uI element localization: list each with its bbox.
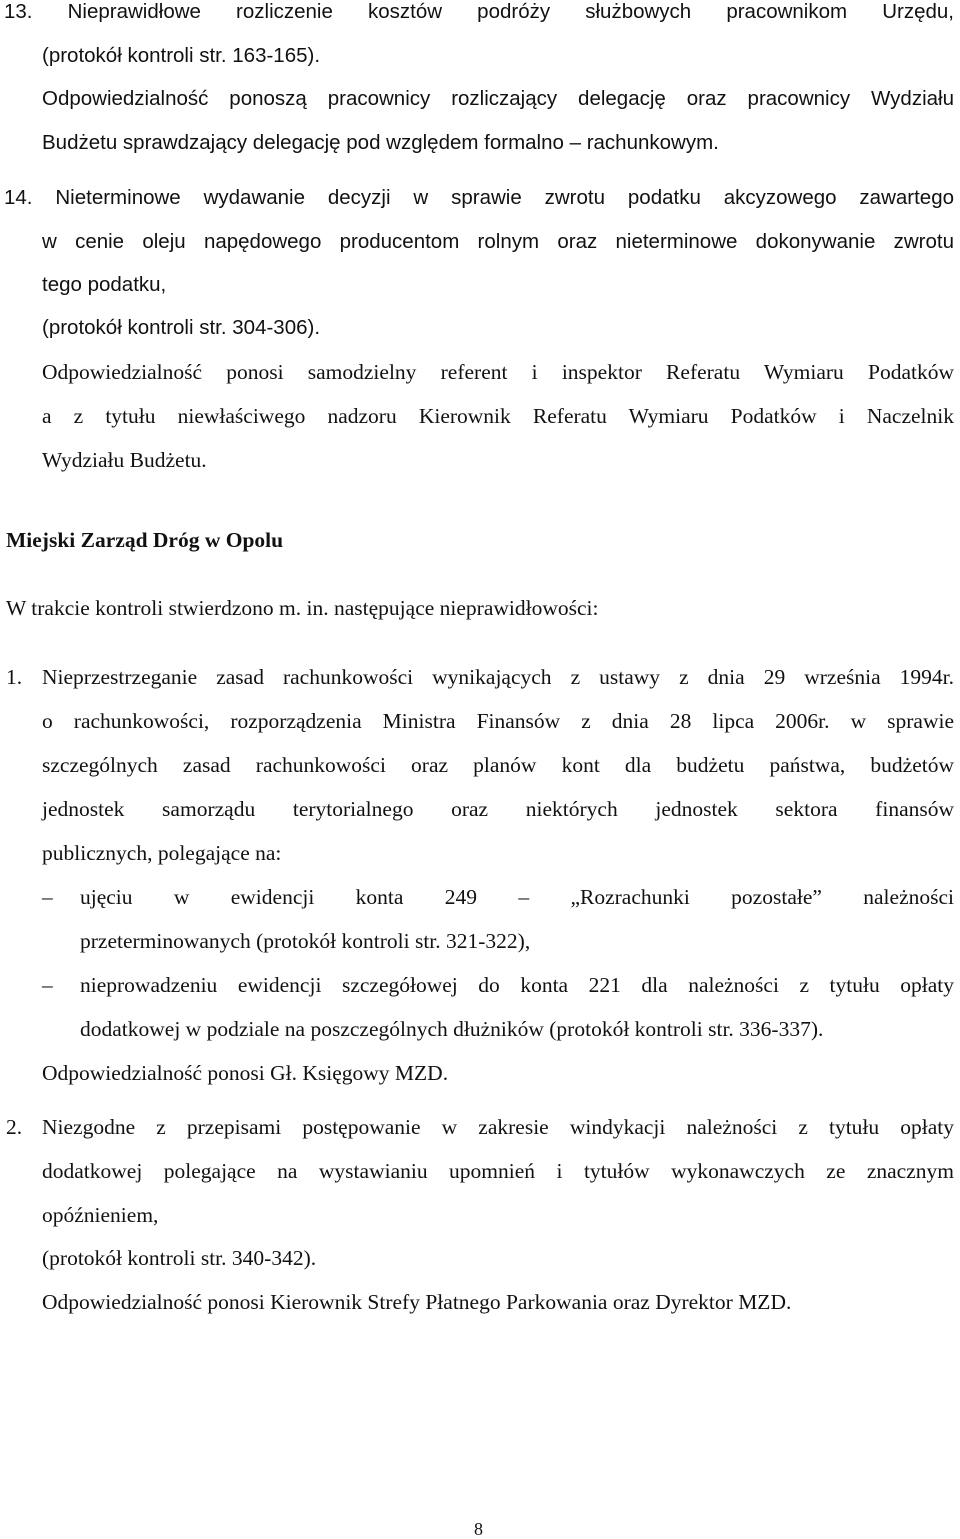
item-14-responsibility-line-1: Odpowiedzialność ponosi samodzielny referent i inspektor Referatu Wymiaru Podatków [42,360,954,384]
item-14-line-3: tego podatku, [42,273,167,296]
bullet-1-line-1: ujęciu w ewidencji konta 249 – „Rozrachunki pozostałe” należności [80,885,954,909]
bullet-2-line-2: dodatkowej w podziale na poszczególnych dłużników (protokół kontroli str. 336-337). [80,1017,824,1041]
point-1-responsibility: Odpowiedzialność ponosi Gł. Księgowy MZD. [42,1061,449,1085]
item-14-line-4: (protokół kontroli str. 304-306). [42,316,321,339]
item-13-line-2: (protokół kontroli str. 163-165). [42,44,321,67]
point-1-line-3: szczególnych zasad rachunkowości oraz planów kont dla budżetu państwa, budżetów [42,753,954,777]
item-14-line-1: 14. Nieterminowe wydawanie decyzji w sprawie zwrotu podatku akcyzowego zawartego [4,186,954,209]
point-2-number: 2. [6,1115,23,1139]
point-2-responsibility: Odpowiedzialność ponosi Kierownik Strefy Płatnego Parkowania oraz Dyrektor MZD. [42,1290,792,1314]
point-2-line-2: dodatkowej polegające na wystawianiu upomnień i tytułów wykonawczych ze znacznym [42,1159,954,1183]
section-intro: W trakcie kontroli stwierdzono m. in. następujące nieprawidłowości: [6,596,599,620]
item-14-responsibility-line-3: Wydziału Budżetu. [42,448,207,472]
page-number: 8 [474,1519,483,1539]
bullet-1-line-2: przeterminowanych (protokół kontroli str. 321-322), [80,929,531,953]
point-1-line-2: o rachunkowości, rozporządzenia Ministra Finansów z dnia 28 lipca 2006r. w sprawie [42,709,954,733]
point-2-line-3: opóźnieniem, [42,1203,159,1227]
point-1-line-5: publicznych, polegające na: [42,841,282,865]
section-heading: Miejski Zarząd Dróg w Opolu [6,528,284,552]
item-13-line-4: Budżetu sprawdzający delegację pod względem formalno – rachunkowym. [42,131,719,154]
bullet-2-dash: – [42,973,53,997]
item-13-line-1: 13. Nieprawidłowe rozliczenie kosztów podróży służbowych pracownikom Urzędu, [4,0,954,23]
bullet-2-line-1: nieprowadzeniu ewidencji szczegółowej do konta 221 dla należności z tytułu opłaty [80,973,954,997]
item-14-responsibility-line-2: a z tytułu niewłaściwego nadzoru Kierownik Referatu Wymiaru Podatków i Naczelnik [42,404,954,428]
point-1-number: 1. [6,665,23,689]
point-2-line-4: (protokół kontroli str. 340-342). [42,1246,317,1270]
bullet-1-dash: – [42,885,53,909]
point-1-line-4: jednostek samorządu terytorialnego oraz niektórych jednostek sektora finansów [42,797,954,821]
item-14-line-2: w cenie oleju napędowego producentom rolnym oraz nieterminowe dokonywanie zwrotu [42,230,954,253]
point-1-line-1: Nieprzestrzeganie zasad rachunkowości wynikających z ustawy z dnia 29 września 1994r. [42,665,954,689]
item-13-line-3: Odpowiedzialność ponoszą pracownicy rozliczający delegację oraz pracownicy Wydziału [42,87,954,110]
point-2-line-1: Niezgodne z przepisami postępowanie w zakresie windykacji należności z tytułu opłaty [42,1115,954,1139]
